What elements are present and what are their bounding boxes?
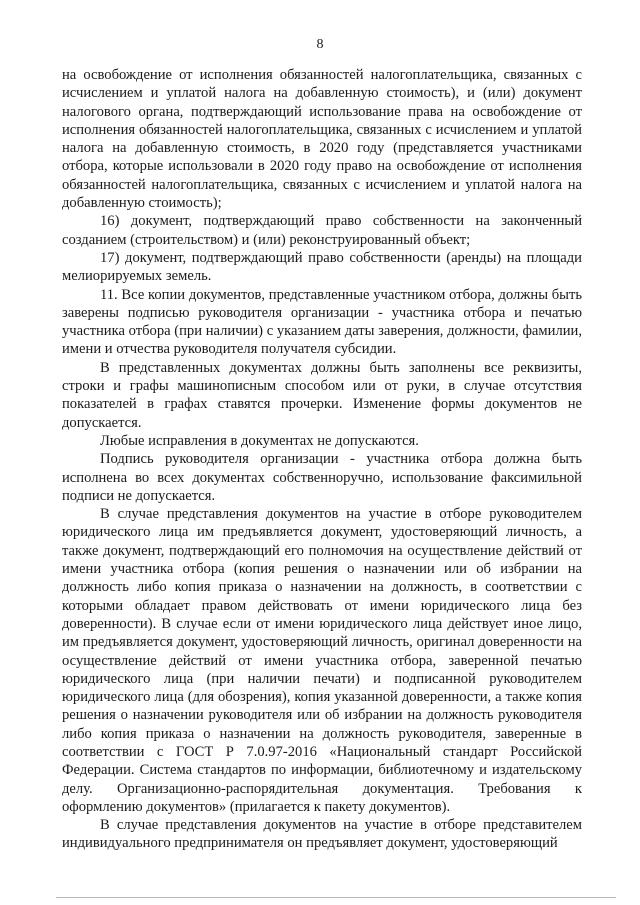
- page-number: 8: [316, 37, 324, 52]
- paragraph-entrepreneur-representation: В случае представления документов на участие в отборе представителем индивидуального предпринимателя он предъявляет документ, удостоверяющий: [62, 817, 582, 852]
- paragraph-legal-entity-representation: В случае представления документов на участие в отборе руководителем юридического лица им предъявляется документ, удостоверяющий личность, а также документ, подтверждающий его полномочия на осуществление действий от имени участника отбора (копия решения о назначении или об избрании на должность либо копия приказа о назначении на должность, в соответствии с которыми обладает правом действовать от имени юридического лица без доверенности). В случае если от имени юридического лица действует иное лицо, им предъявляется документ, удостоверяющий личность, оригинал доверенности на осуществление действий от имени участника отбора, заверенной печатью юридического лица (при наличии печати) и подписанной руководителем юридического лица (для обозрения), копия указанной доверенности, а также копия решения о назначении руководителя или об избрании на должность руководителя либо копия приказа о назначении на должность руководителя, заверенные в соответствии с ГОСТ Р 7.0.97-2016 «Национальный стандарт Российской Федерации. Система стандартов по информации, библиотечному и издательскому делу. Организационно-распорядительная документация. Требования к оформлению документов» (прилагается к пакету документов).: [62, 506, 582, 815]
- paragraph-no-corrections: Любые исправления в документах не допускаются.: [100, 432, 419, 449]
- bottom-divider: [56, 897, 616, 898]
- paragraph-continuation-vat: на освобождение от исполнения обязанностей налогоплательщика, связанных с исчислением и уплатой налога на добавленную стоимость), и (или) документ налогового органа, подтверждающий использование права на освобождение от исполнения обязанностей налогоплательщика, связанных с исчислением и уплатой налога на добавленную стоимость, в 2020 году (представляется участниками отбора, которые использовали в 2020 году право на освобождение от исполнения обязанностей налогоплательщика, связанных с исчислением и уплатой налога на добавленную стоимость);: [62, 67, 582, 212]
- paragraph-clause-11: 11. Все копии документов, представленные участником отбора, должны быть заверены подписью руководителя организации - участника отбора и печатью участника отбора (при наличии) с указанием даты заверения, должности, фамилии, имени и отчества руководителя получателя субсидии.: [62, 286, 582, 358]
- paragraph-signature: Подпись руководителя организации - участника отбора должна быть исполнена во всех документах собственноручно, использование факсимильной подписи не допускается.: [62, 451, 582, 504]
- paragraph-item-17: 17) документ, подтверждающий право собственности (аренды) на площади мелиорируемых земель.: [62, 249, 582, 285]
- paragraph-required-fields: В представленных документах должны быть заполнены все реквизиты, строки и графы машинописным способом или от руки, в случае отсутствия показателей в графах ставятся прочерки. Изменение формы документов не допускается.: [62, 359, 582, 431]
- paragraph-item-16: 16) документ, подтверждающий право собственности на законченный созданием (строительством) и (или) реконструированный объект;: [62, 213, 582, 248]
- document-body: [62, 66, 582, 853]
